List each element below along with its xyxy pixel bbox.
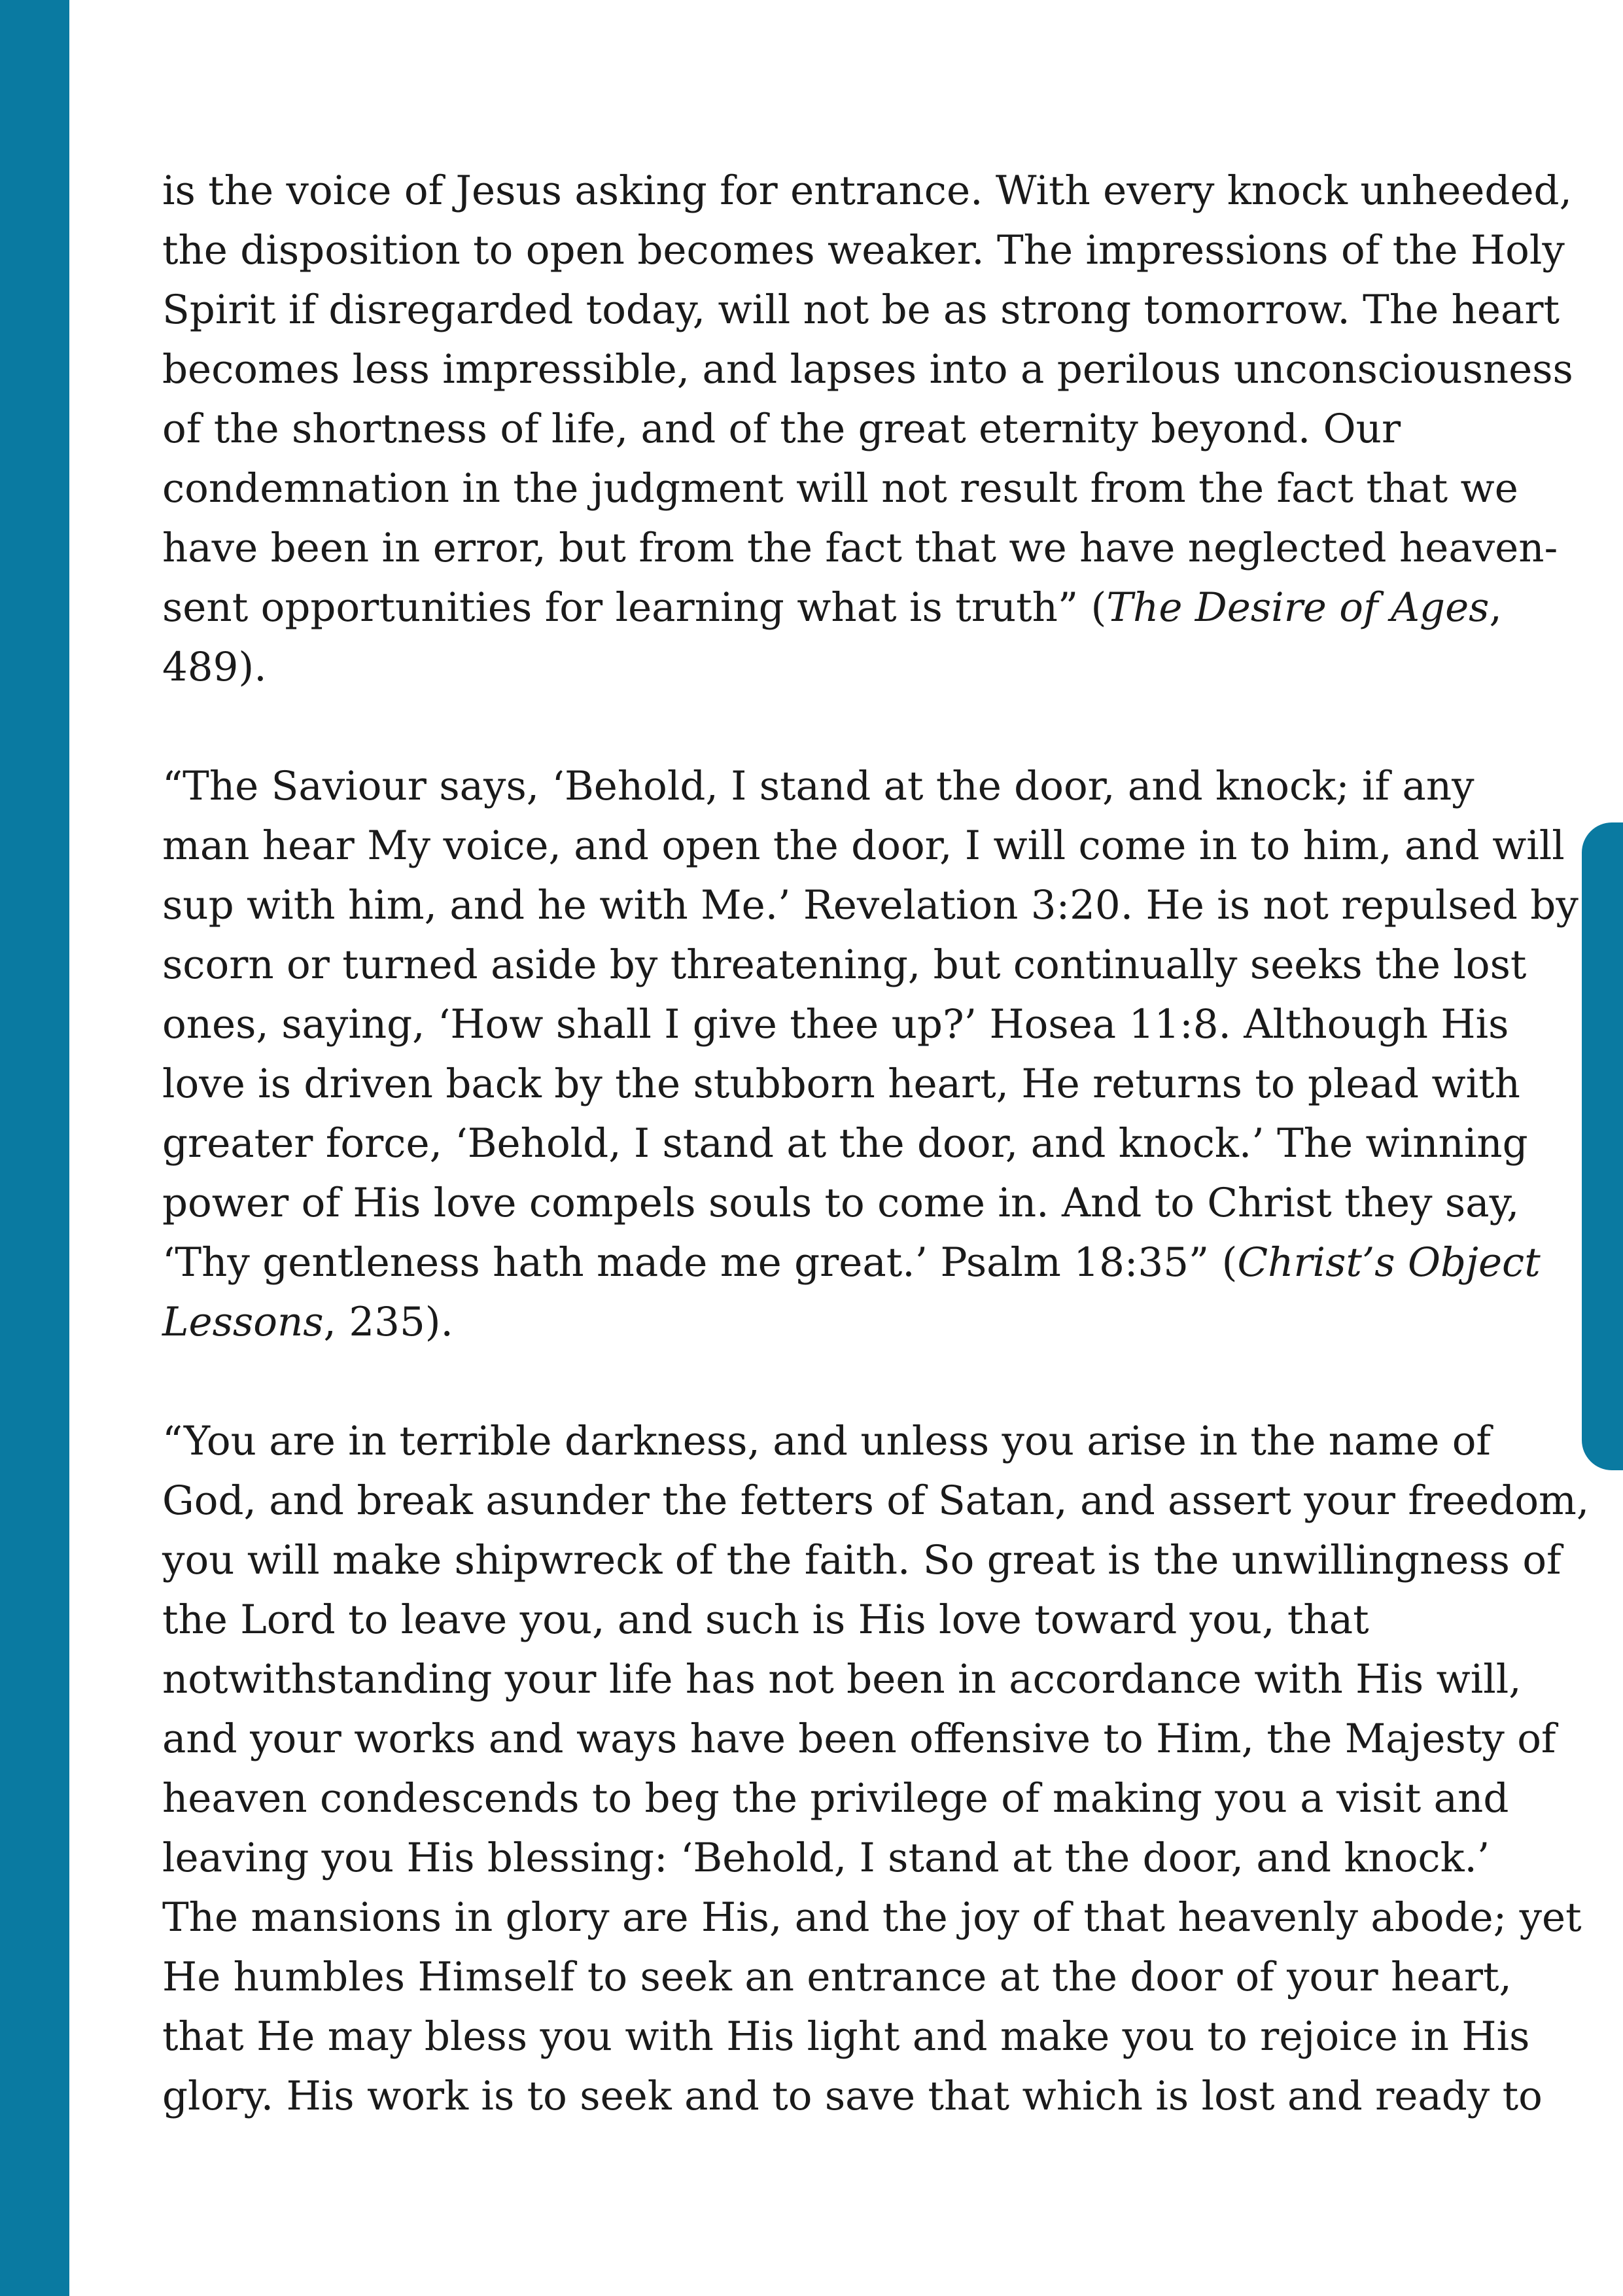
text-line xyxy=(162,280,1560,340)
text-line xyxy=(162,1947,1512,2007)
text-run: ones, saying, ‘How shall I give thee up?’ Hosea 11:8. Although His xyxy=(162,1001,1509,1048)
text-line xyxy=(162,1590,1471,1650)
text-run: sup with him, and he with Me.’ Revelation 3:20. He is not repulsed by xyxy=(162,882,1579,928)
text-line xyxy=(162,221,1565,280)
chapter-thumb-tab xyxy=(1582,822,1623,1470)
text-line xyxy=(162,1054,1520,1114)
text-run: man hear My voice, and open the door, I will come in to him, and will xyxy=(162,822,1565,869)
paragraph-gap xyxy=(162,697,1471,756)
text-line xyxy=(162,816,1565,875)
text-line xyxy=(162,2007,1530,2066)
text-line xyxy=(162,756,1475,816)
text-run: notwithstanding your life has not been in accordance with His will, xyxy=(162,1656,1522,1703)
text-line xyxy=(162,1173,1520,1233)
paragraph xyxy=(162,756,1579,1352)
text-run: , 235). xyxy=(323,1299,453,1345)
text-line xyxy=(162,1888,1582,1947)
text-run: ‘Thy gentleness hath made me great.’ Psalm 18:35” ( xyxy=(162,1239,1238,1286)
text-line xyxy=(162,518,1558,578)
text-run: love is driven back by the stubborn heart, He returns to plead with xyxy=(162,1061,1520,1107)
text-run: leaving you His blessing: ‘Behold, I stand at the door, and knock.’ xyxy=(162,1835,1490,1881)
text-line xyxy=(162,161,1572,221)
italic-citation: Christ’s Object xyxy=(1237,1239,1541,1286)
text-run: God, and break asunder the fetters of Satan, and assert your freedom, xyxy=(162,1477,1590,1524)
text-line xyxy=(162,1769,1509,1828)
text-line xyxy=(162,578,1502,637)
text-line xyxy=(162,1471,1590,1530)
text-line xyxy=(162,637,1471,697)
text-run: condemnation in the judgment will not result from the fact that we xyxy=(162,465,1518,512)
text-run: have been in error, but from the fact that we have neglected heaven- xyxy=(162,525,1558,571)
text-run: sent opportunities for learning what is truth” ( xyxy=(162,584,1107,631)
text-line xyxy=(162,875,1579,935)
text-run: of the shortness of life, and of the great eternity beyond. Our xyxy=(162,406,1401,452)
text-run: the disposition to open becomes weaker. The impressions of the Holy xyxy=(162,227,1565,274)
text-line xyxy=(162,1650,1522,1709)
text-line xyxy=(162,1233,1541,1292)
text-run: The mansions in glory are His, and the joy of that heavenly abode; yet xyxy=(162,1894,1582,1941)
paragraph xyxy=(162,161,1573,697)
text-line xyxy=(162,459,1518,518)
text-run: that He may bless you with His light and make you to rejoice in His xyxy=(162,2013,1530,2060)
text-run: Spirit if disregarded today, will not be as strong tomorrow. The heart xyxy=(162,287,1560,333)
text-run: , xyxy=(1489,584,1502,631)
body-text xyxy=(162,161,1590,2126)
text-run: you will make shipwreck of the faith. So great is the unwillingness of xyxy=(162,1537,1562,1583)
text-run: scorn or turned aside by threatening, but continually seeks the lost xyxy=(162,942,1527,988)
text-run: becomes less impressible, and lapses into a perilous unconsciousness xyxy=(162,346,1573,393)
text-run: the Lord to leave you, and such is His love toward you, that xyxy=(162,1597,1369,1643)
italic-citation: The Desire of Ages xyxy=(1106,584,1490,631)
text-line xyxy=(162,1828,1490,1888)
text-line xyxy=(162,1292,1471,1352)
text-line xyxy=(162,399,1471,459)
text-run: He humbles Himself to seek an entrance at the door of your heart, xyxy=(162,1954,1512,2000)
text-run: and your works and ways have been offensive to Him, the Majesty of xyxy=(162,1716,1556,1762)
text-line xyxy=(162,1530,1562,1590)
text-run: heaven condescends to beg the privilege of making you a visit and xyxy=(162,1775,1509,1822)
text-line xyxy=(162,935,1527,995)
text-run: “You are in terrible darkness, and unless you arise in the name of xyxy=(162,1418,1491,1464)
text-line xyxy=(162,1709,1556,1769)
text-run: greater force, ‘Behold, I stand at the door, and knock.’ The winning xyxy=(162,1120,1528,1167)
left-margin-bar xyxy=(0,0,69,2296)
text-run: 489). xyxy=(162,644,267,690)
text-line xyxy=(162,1114,1528,1173)
text-run: glory. His work is to seek and to save that which is lost and ready to xyxy=(162,2073,1543,2119)
paragraph xyxy=(162,1411,1590,2126)
text-run: “The Saviour says, ‘Behold, I stand at the door, and knock; if any xyxy=(162,763,1475,809)
text-line xyxy=(162,2066,1543,2126)
text-run: is the voice of Jesus asking for entrance. With every knock unheeded, xyxy=(162,168,1572,214)
paragraph-gap xyxy=(162,1352,1471,1411)
text-line xyxy=(162,995,1509,1054)
text-run: power of His love compels souls to come in. And to Christ they say, xyxy=(162,1180,1520,1226)
text-line xyxy=(162,340,1573,399)
italic-citation: Lessons xyxy=(162,1299,324,1345)
text-line xyxy=(162,1411,1491,1471)
